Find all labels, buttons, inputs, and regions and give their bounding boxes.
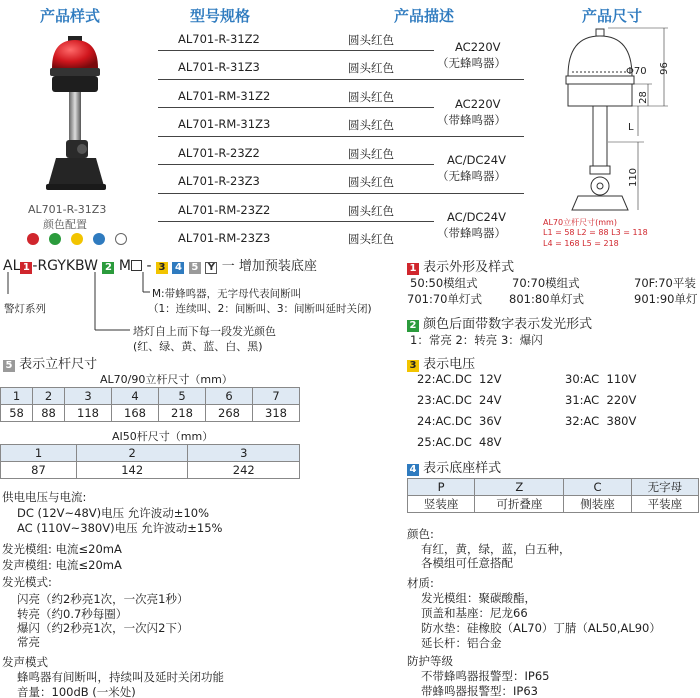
shape-opt: 701:70单灯式 [407,292,482,306]
table-cell: 218 [159,405,206,422]
voltage-opt: 31:AC 220V [565,393,637,407]
m-desc-2: （1：连续叫、2：间断叫、3：间断叫延时关闭) [148,303,372,315]
table-cell: 2 [33,388,65,405]
code-colors: -RGYKBW [32,258,99,274]
model-cell: AL701-RM-23Z2 [178,203,271,217]
color-dot-blue [93,233,105,245]
mode-rotate: 转亮（约0.7秒每圈） [17,607,128,621]
section5-badge: 5 [3,360,15,372]
header-style: 产品样式 [40,7,101,25]
model-cell: AL701-R-31Z3 [178,60,260,74]
rod-table-al50 [0,444,300,479]
rod-table-al70 [0,387,300,422]
section3-badge: 3 [407,360,419,372]
section3-title [407,353,475,372]
photo-config: 颜色配置 [43,218,87,231]
table-cell: 168 [112,405,159,422]
table2-title: AI50杆尺寸（mm） [112,430,214,443]
section2-body: 1：常亮 2：转亮 3：爆闪 [410,333,543,347]
voltage-note: （无蜂鸣器） [437,169,506,183]
voltage-value: AC220V [455,40,501,54]
dim-phi: Φ70 [626,66,647,77]
sound-volume: 音量：100dB (一米处) [17,685,136,698]
code-badge-4: 4 [172,262,184,274]
color-line-1: 有红，黄，绿，蓝，白五种， [421,542,571,556]
dim-96: 96 [658,62,670,75]
table-cell: 58 [1,405,33,422]
series-label: 警灯系列 [4,303,46,315]
rod-size-title: AL70立杆尺寸(mm) [543,218,617,227]
voltage-opt: 24:AC.DC 36V [417,414,502,428]
table-cell: 268 [205,405,252,422]
mode-flash: 闪亮（约2秒亮1次，一次亮1秒） [17,592,189,606]
power-dc: DC (12V~48V)电压 允许波动±10% [17,506,210,520]
section5-text: 表示立杆尺寸 [19,357,98,372]
table-cell: 1 [1,445,77,462]
table-cell: 118 [65,405,112,422]
row-divider [158,164,434,165]
color-dot-white [115,233,127,245]
voltage-value: AC220V [455,97,501,111]
table-cell: 侧装座 [564,496,631,513]
row-divider [158,136,524,137]
desc-cell: 圆头红色 [348,204,394,218]
model-cell: AL701-RM-31Z2 [178,89,271,103]
rod-size-line2: L4 = 168 L5 = 218 [543,239,619,248]
section4-title [407,457,501,476]
section2-badge: 2 [407,320,419,332]
desc-cell: 圆头红色 [348,33,394,47]
table-cell: C [564,479,631,496]
material-title: 材质: [407,576,434,590]
product-photo [38,28,118,200]
desc-cell: 圆头红色 [348,61,394,75]
light-module: 发光模组: 电流≤20mA [2,542,122,556]
table-cell: 88 [33,405,65,422]
table-cell: 242 [188,462,300,479]
ip-title: 防护等级 [407,654,453,668]
section1-title [407,256,514,275]
section4-badge: 4 [407,464,419,476]
section3-text: 表示电压 [423,357,476,372]
section2-text: 颜色后面带数字表示发光形式 [423,317,593,332]
table-cell: 无字母 [631,479,698,496]
table-cell: 可折叠座 [475,496,564,513]
sound-module: 发声模组: 电流≤20mA [2,558,122,572]
code-badge-3: 3 [156,262,168,274]
row-divider [158,79,524,80]
model-cell: AL701-RM-23Z3 [178,231,271,245]
table-cell: 142 [76,462,188,479]
code-dash: - [146,258,152,274]
mode-steady: 常亮 [17,635,40,649]
color-dot-green [49,233,61,245]
color-desc-2: (红、绿、黄、蓝、白、黑) [133,340,263,353]
voltage-opt: 32:AC 380V [565,414,637,428]
code-m-box [131,260,142,271]
color-dot-yellow [71,233,83,245]
desc-cell: 圆头红色 [348,90,394,104]
table-cell: 6 [205,388,252,405]
code-prefix: AL [3,258,21,274]
voltage-opt: 30:AC 110V [565,372,637,386]
dim-110: 110 [628,167,640,188]
material-line-1: 发光模组：聚碳酸酯， [421,591,536,605]
row-divider [158,50,434,51]
voltage-opt: 22:AC.DC 12V [417,372,502,386]
light-mode-title: 发光模式: [2,575,52,589]
model-cell: AL701-R-31Z2 [178,32,260,46]
base-style-table [407,478,699,513]
m-desc-1: M:带蜂鸣器，无字母代表间断叫 [152,288,302,300]
row-divider [158,107,434,108]
color-dot-red [27,233,39,245]
table-cell: 平装座 [631,496,698,513]
model-cell: AL701-R-23Z3 [178,174,260,188]
sound-desc: 蜂鸣器有间断叫，持续叫及延时关闭功能 [17,670,224,684]
table-cell: 1 [1,388,33,405]
dimension-drawing [548,26,678,218]
header-desc: 产品描述 [394,7,455,25]
desc-cell: 圆头红色 [348,175,394,189]
code-badge-5: 5 [189,262,201,274]
table-cell: 3 [188,445,300,462]
voltage-value: AC/DC24V [447,153,506,167]
table-cell: 5 [159,388,206,405]
table-cell: P [408,479,475,496]
voltage-value: AC/DC24V [447,210,506,224]
shape-opt: 70:70模组式 [512,276,580,290]
code-badge-y: Y [205,262,217,274]
header-model: 型号规格 [190,7,251,25]
header-size: 产品尺寸 [582,7,643,25]
mode-burst: 爆闪（约2秒亮1次，一次闪2下） [17,621,189,635]
ip-line-2: 带蜂鸣器报警型：IP63 [421,684,538,698]
shape-opt: 801:80单灯式 [509,292,584,306]
table-cell: 2 [76,445,188,462]
table-cell: 4 [112,388,159,405]
rod-size-line1: L1 = 58 L2 = 88 L3 = 118 [543,228,648,237]
voltage-opt: 23:AC.DC 24V [417,393,502,407]
table-cell: 竖装座 [408,496,475,513]
power-title: 供电电压与电流: [2,490,87,504]
shape-opt: 70F:70平装 [634,276,696,290]
section4-text: 表示底座样式 [423,461,502,476]
model-cell: AL701-RM-31Z3 [178,117,271,131]
section1-text: 表示外形及样式 [423,260,515,275]
code-badge-2: 2 [102,262,114,274]
section2-title [407,313,592,332]
section5-title [3,353,97,372]
code-badge-1: 1 [20,262,32,274]
row-divider [158,221,434,222]
material-line-2: 顶盖和基座：尼龙66 [421,606,528,620]
shape-opt: 50:50模组式 [410,276,478,290]
sound-mode-title: 发声模式 [2,655,48,669]
photo-caption: AL701-R-31Z3 [28,203,107,216]
color-desc-1: 塔灯自上而下每一段发光颜色 [133,325,276,338]
ip-line-1: 不带蜂鸣器报警型：IP65 [421,669,550,683]
desc-cell: 圆头红色 [348,118,394,132]
voltage-note: （带蜂鸣器） [437,226,506,240]
table-cell: 318 [252,405,299,422]
desc-cell: 圆头红色 [348,147,394,161]
dim-28: 28 [637,91,649,104]
table-cell: 7 [252,388,299,405]
voltage-opt: 25:AC.DC 48V [417,435,502,449]
model-cell: AL701-R-23Z2 [178,146,260,160]
row-divider [158,193,524,194]
voltage-note: （带蜂鸣器） [437,113,506,127]
color-line-2: 各模组可任意搭配 [421,556,513,570]
table1-title: AL70/90立杆尺寸（mm） [100,373,233,386]
code-tail: 一 增加预装底座 [221,259,317,274]
table-cell: 3 [65,388,112,405]
color-title: 颜色: [407,527,434,541]
table-cell: 87 [1,462,77,479]
code-m: M [118,258,132,274]
material-line-3: 防水垫：硅橡胶（AL70）丁腈（AL50,AL90） [421,621,661,635]
section1-badge: 1 [407,263,419,275]
dim-L: L [628,122,634,133]
desc-cell: 圆头红色 [348,232,394,246]
table-cell: Z [475,479,564,496]
material-line-4: 延长杆：铝合金 [421,636,502,650]
power-ac: AC (110V~380V)电压 允许波动±15% [17,521,223,535]
voltage-note: （无蜂鸣器） [437,56,506,70]
shape-opt: 901:90单灯 [634,292,698,306]
